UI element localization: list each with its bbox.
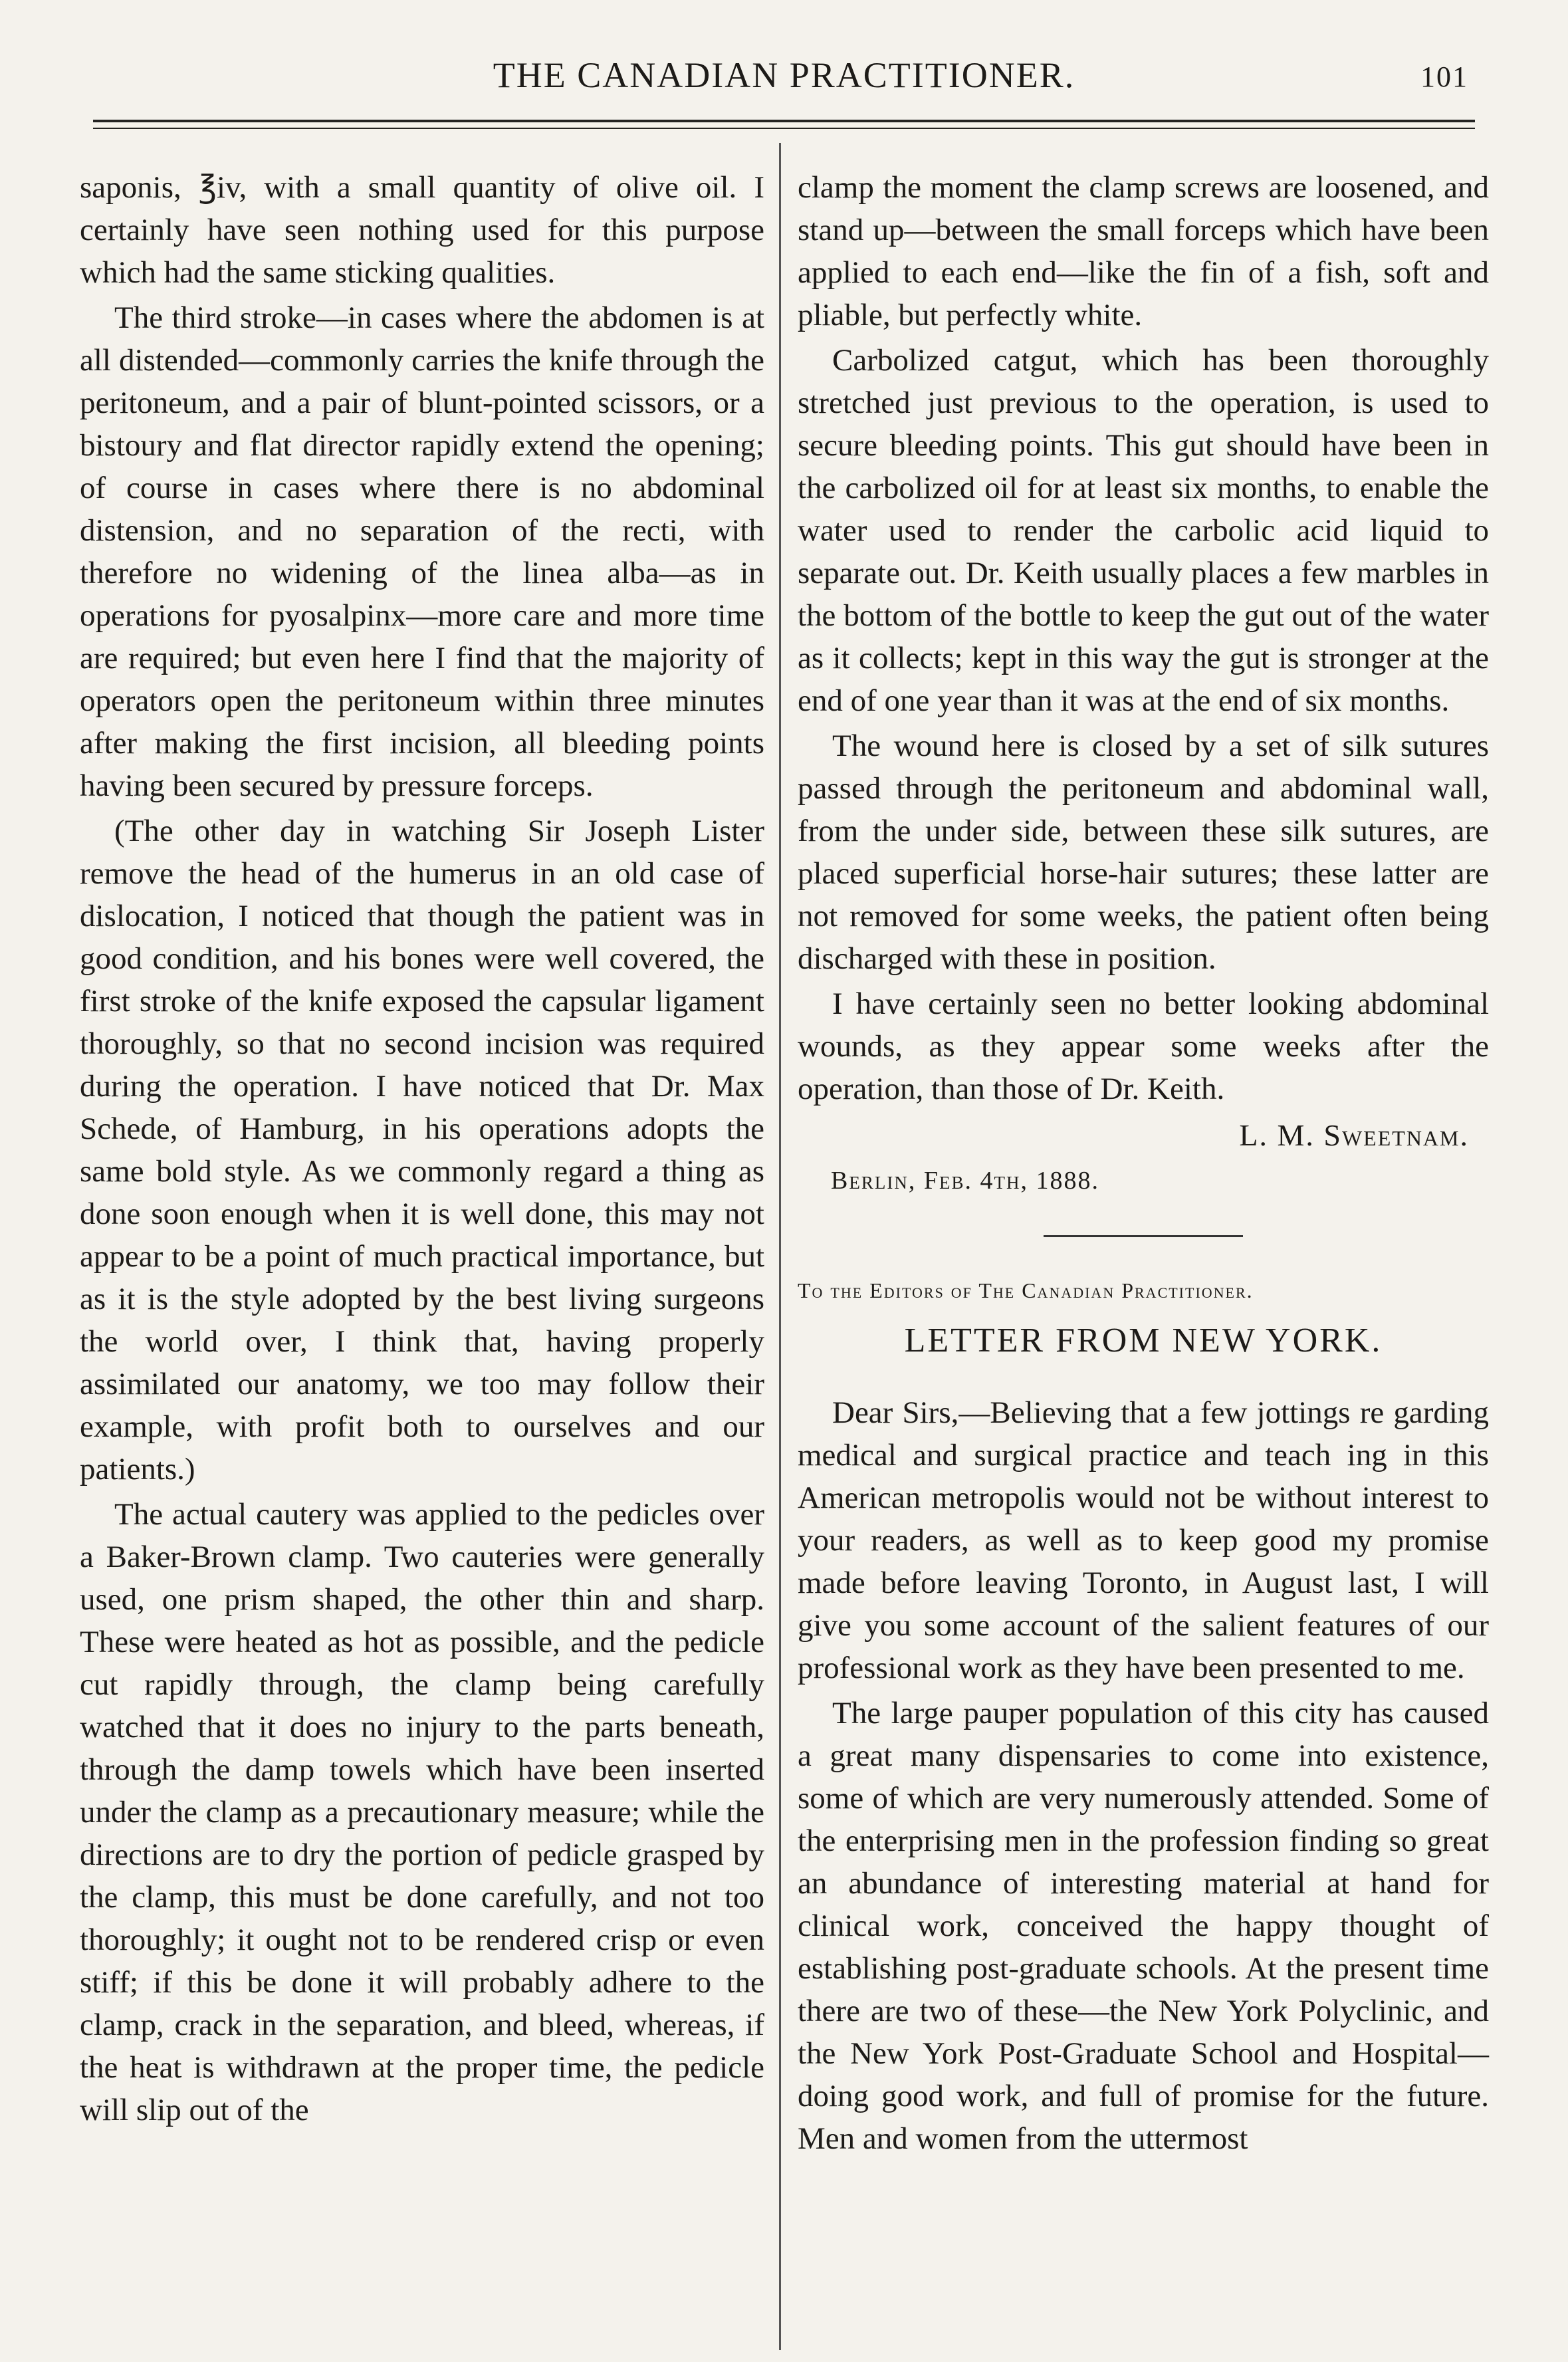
page-number: 101 xyxy=(1420,60,1468,93)
editors-line: To the Editors of The Canadian Practitioner. xyxy=(798,1278,1254,1302)
paragraph: The actual cautery was applied to the pedicles over a Baker-Brown clamp. Two cauteries were generally used, one prism shaped, the other thin and sharp. These were heated as hot as possible, and the pedicle cut rapidly through, the clamp being carefully watched that it does no injury to the parts beneath, through the damp towels which have been inserted under the clamp as a precautionary measure; while the directions are to dry the portion of pedicle grasped by the clamp, this must be done carefully, and not too thoroughly; it ought not to be rendered crisp or even stiff; if this be done it will probably adhere to the clamp, crack in the separation, and bleed, whereas, if the heat is withdrawn at the proper time, the pedicle will slip out of the xyxy=(80,1497,764,2127)
paragraph: saponis, ℥iv, with a small quantity of olive oil. I certainly have seen nothing used for this purpose which had the same sticking qualities. xyxy=(80,170,764,290)
letter-title: LETTER FROM NEW YORK. xyxy=(904,1322,1383,1359)
author-signature: L. M. Sweetnam. xyxy=(1239,1118,1469,1152)
paragraph: clamp the moment the clamp screws are loosened, and stand up—between the small forceps which have been applied to each end—like the fin of a fish, soft and pliable, but perfectly white. xyxy=(798,170,1489,332)
left-column xyxy=(80,166,764,2134)
paragraph: The large pauper population of this city has caused a great many dispensaries to come into existence, some of which are very numerously attended. Some of the enterprising men in the profession finding so great an abundance of interesting material at hand for clinical work, conceived the happy thought of establishing post-graduate schools. At the present time there are two of these—the New York Polyclinic, and the New York Post-Graduate School and Hospital—doing good work, and full of promise for the future. Men and women from the uttermost xyxy=(798,1696,1489,2156)
paragraph: The wound here is closed by a set of silk sutures passed through the peritoneum and abdominal wall, from the under side, between these silk sutures, are placed superficial horse-hair sutures; these latter are not removed for some weeks, the patient often being discharged with these in position. xyxy=(798,729,1489,976)
place-date: Berlin, Feb. 4th, 1888. xyxy=(831,1167,1099,1195)
right-column xyxy=(798,166,1489,2163)
paragraph: Dear Sirs,—Believing that a few jottings re garding medical and surgical practice and teach ing in this American metropolis would not be without interest to your readers, as well as to keep good my promise made before leaving Toronto, in August last, I will give you some account of the salient features of our professional work as they have been presented to me. xyxy=(798,1395,1489,1685)
running-title: THE CANADIAN PRACTITIONER. xyxy=(493,55,1075,95)
paragraph: Carbolized catgut, which has been thoroughly stretched just previous to the operation, is used to secure bleeding points. This gut should have been in the carbolized oil for at least six months, to enable the water used to render the carbolic acid liquid to separate out. Dr. Keith usually places a few marbles in the bottom of the bottle to keep the gut out of the water as it collects; kept in this way the gut is stronger at the end of one year than it was at the end of six months. xyxy=(798,343,1489,718)
header-rule-thin xyxy=(93,128,1475,129)
paragraph: (The other day in watching Sir Joseph Lister remove the head of the humerus in an old case of dislocation, I noticed that though the patient was in good condition, and his bones were well covered, the first stroke of the knife exposed the capsular ligament thoroughly, so that no second incision was required during the operation. I have noticed that Dr. Max Schede, of Hamburg, in his operations adopts the same bold style. As we commonly regard a thing as done soon enough when it is well done, this may not appear to be a point of much practical importance, but as it is the style adopted by the best living surgeons the world over, I think that, having properly assimilated our anatomy, we too may follow their example, with profit both to ourselves and our patients.) xyxy=(80,814,764,1486)
section-divider xyxy=(1044,1235,1243,1237)
column-divider xyxy=(779,143,781,2350)
page-header xyxy=(93,55,1475,108)
header-rule-thick xyxy=(93,120,1475,122)
paragraph: The third stroke—in cases where the abdomen is at all distended—commonly carries the knife through the peritoneum, and a pair of blunt-pointed scissors, or a bistoury and flat director rapidly extend the opening; of course in cases where there is no abdominal distension, and no separation of the recti, with therefore no widening of the linea alba—as in operations for pyosalpinx—more care and more time are required; but even here I find that the majority of operators open the peritoneum within three minutes after making the first incision, all bleeding points having been secured by pressure forceps. xyxy=(80,300,764,803)
paragraph: I have certainly seen no better looking abdominal wounds, as they appear some weeks after the operation, than those of Dr. Keith. xyxy=(798,987,1489,1106)
